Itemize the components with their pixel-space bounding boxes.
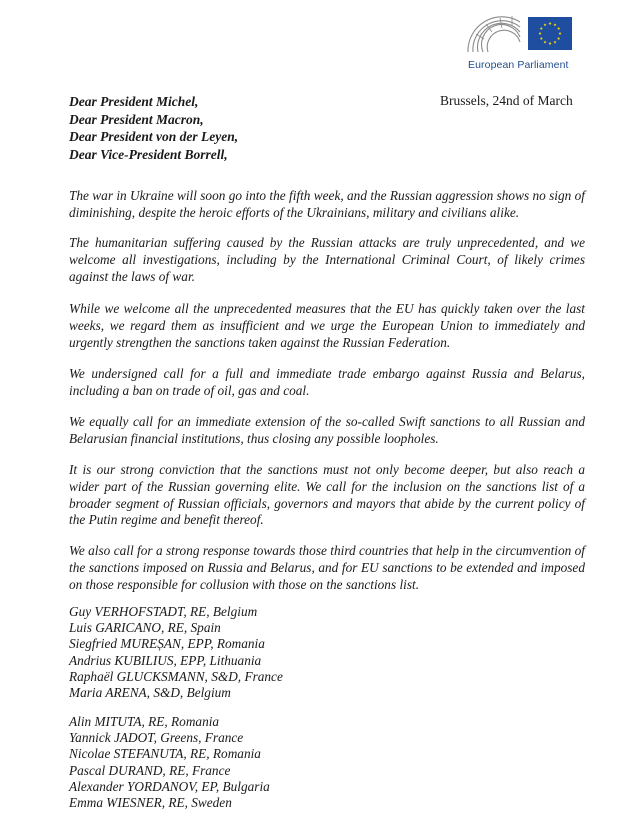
organization-name: European Parliament <box>468 59 569 71</box>
salutation-line: Dear President Macron, <box>69 111 204 127</box>
body-paragraph: We undersigned call for a full and immediate trade embargo against Russia and Belarus, including a ban on trade of oil, gas and coal. <box>69 366 585 398</box>
body-paragraph: The war in Ukraine will soon go into the fifth week, and the Russian aggression shows no sign of diminishing, despite the heroic efforts of the Ukrainians, military and civilians alike. <box>69 188 585 220</box>
signatory: Maria ARENA, S&D, Belgium <box>69 685 231 701</box>
signatory: Emma WIESNER, RE, Sweden <box>69 795 232 811</box>
parliament-emblem-icon <box>462 4 580 59</box>
signatory: Nicolae STEFANUTA, RE, Romania <box>69 746 261 762</box>
salutation-line: Dear President von der Leyen, <box>69 129 239 144</box>
signatory: Andrius KUBILIUS, EPP, Lithuania <box>69 652 262 668</box>
signatory: Pascal DURAND, RE, France <box>69 762 231 778</box>
european-parliament-logo <box>462 4 580 72</box>
signatory: Yannick JADOT, Greens, France <box>69 730 244 746</box>
signatory: Alin MITUTA, RE, Romania <box>69 714 220 729</box>
body-paragraph: While we welcome all the unprecedented measures that the EU has quickly taken over the last weeks, we regard them as insufficient and we urge the European Union to immediately and urgently strengthen the sanctions taken against the Russian Federation. <box>69 301 585 350</box>
place-date: Brussels, 24nd of March <box>440 93 573 108</box>
signatory: Siegfried MUREȘAN, EPP, Romania <box>69 636 265 652</box>
signatory: Raphaël GLUCKSMANN, S&D, France <box>69 668 283 684</box>
signatory: Guy VERHOFSTADT, RE, Belgium <box>69 604 258 619</box>
signatory: Luis GARICANO, RE, Spain <box>69 620 221 636</box>
signatory: Alexander YORDANOV, EP, Bulgaria <box>69 778 270 794</box>
body-paragraph: It is our strong conviction that the sanctions must not only become deeper, but also reach a wider part of the Russian governing elite. We call for the inclusion on the sanctions list of a broader segment of Russian officials, governors and mayors that abide by the current policy of the Putin regime and benefit thereof. <box>69 462 585 528</box>
body-paragraph: We also call for a strong response towards those third countries that help in the circumvention of the sanctions imposed on Russia and Belarus, and for EU sanctions to be extended and imposed on those responsible for collusion with those on the sanctions list. <box>69 543 585 592</box>
body-paragraph: We equally call for an immediate extension of the so-called Swift sanctions to all Russian and Belarusian financial institutions, thus closing any possible loopholes. <box>69 414 585 446</box>
signatory-list <box>69 604 283 701</box>
salutation-line: Dear Vice-President Borrell, <box>69 146 228 162</box>
salutation-line: Dear President Michel, <box>69 94 199 109</box>
body-paragraph: The humanitarian suffering caused by the Russian attacks are truly unprecedented, and we welcome all investigations, including by the International Criminal Court, of likely crimes against the laws of war. <box>69 235 585 284</box>
salutation-block <box>69 93 238 163</box>
signatory-list <box>69 714 270 811</box>
